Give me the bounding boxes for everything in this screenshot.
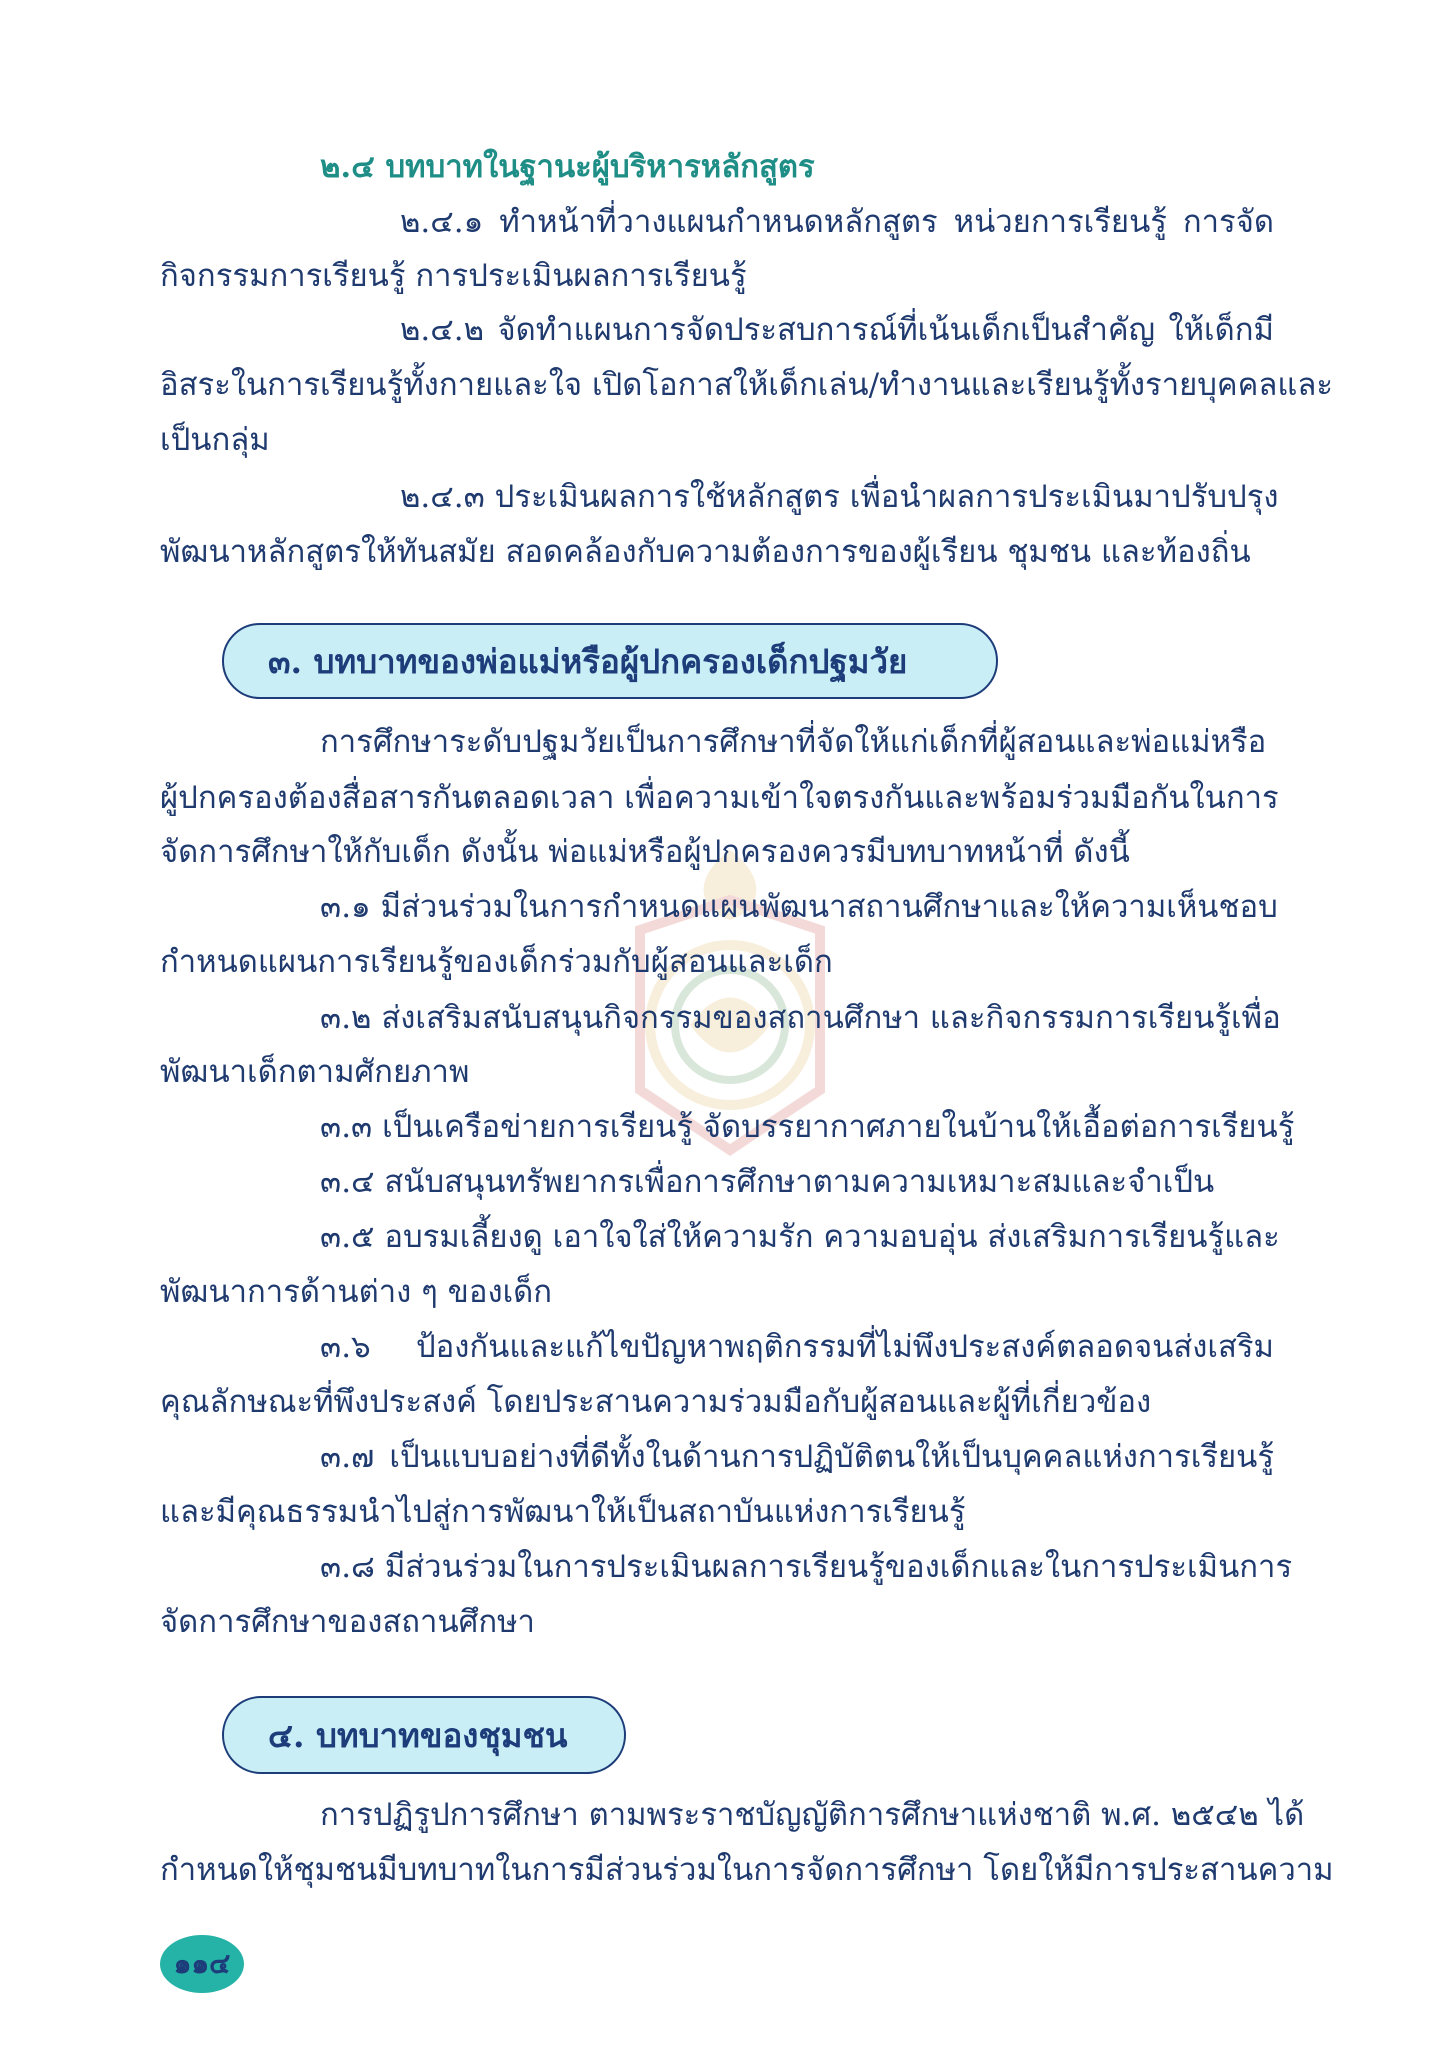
paragraph-line: พัฒนาเด็กตามศักยภาพ — [160, 1054, 470, 1090]
paragraph-line: กิจกรรมการเรียนรู้ การประเมินผลการเรียนรู้ — [160, 258, 747, 294]
paragraph-line: ๓.๗ เป็นแบบอย่างที่ดีทั้งในด้านการปฏิบัติตนให้เป็นบุคคลแห่งการเรียนรู้ — [320, 1439, 1274, 1475]
paragraph-line: ๒.๔.๑ ทำหน้าที่วางแผนกำหนดหลักสูตร หน่วยการเรียนรู้ การจัด — [400, 204, 1274, 240]
paragraph-line: จัดการศึกษาของสถานศึกษา — [160, 1604, 535, 1640]
page-number: ๑๑๔ — [173, 1947, 231, 1980]
paragraph-line: กำหนดให้ชุมชนมีบทบาทในการมีส่วนร่วมในการจัดการศึกษา โดยให้มีการประสานความ — [160, 1852, 1334, 1888]
paragraph-line: ๓.๓ เป็นเครือข่ายการเรียนรู้ จัดบรรยากาศภายในบ้านให้เอื้อต่อการเรียนรู้ — [320, 1109, 1295, 1145]
paragraph-line: ๓.๘ มีส่วนร่วมในการประเมินผลการเรียนรู้ของเด็กและในการประเมินการ — [320, 1549, 1293, 1585]
section-4-heading: ๔. บทบาทของชุมชน — [268, 1715, 568, 1755]
paragraph-line: ๓.๒ ส่งเสริมสนับสนุนกิจกรรมของสถานศึกษา และกิจกรรมการเรียนรู้เพื่อ — [320, 1000, 1281, 1036]
paragraph-line: ผู้ปกครองต้องสื่อสารกันตลอดเวลา เพื่อความเข้าใจตรงกันและพร้อมร่วมมือกันในการ — [160, 780, 1279, 816]
paragraph-line: การปฏิรูปการศึกษา ตามพระราชบัญญัติการศึกษาแห่งชาติ พ.ศ. ๒๕๔๒ ได้ — [320, 1797, 1305, 1833]
paragraph-line: พัฒนาหลักสูตรให้ทันสมัย สอดคล้องกับความต้องการของผู้เรียน ชุมชน และท้องถิ่น — [160, 534, 1251, 570]
section-4-heading-pill — [222, 1696, 626, 1774]
paragraph-line: ๒.๔.๒ จัดทำแผนการจัดประสบการณ์ที่เน้นเด็กเป็นสำคัญ ให้เด็กมี — [400, 312, 1274, 348]
paragraph-line: การศึกษาระดับปฐมวัยเป็นการศึกษาที่จัดให้แก่เด็กที่ผู้สอนและพ่อแม่หรือ — [320, 724, 1267, 760]
paragraph-line: ๓.๖ ป้องกันและแก้ไขปัญหาพฤติกรรมที่ไม่พึงประสงค์ตลอดจนส่งเสริม — [320, 1329, 1274, 1365]
paragraph-line: เป็นกลุ่ม — [160, 422, 270, 458]
paragraph-line: คุณลักษณะที่พึงประสงค์ โดยประสานความร่วมมือกับผู้สอนและผู้ที่เกี่ยวข้อง — [160, 1384, 1152, 1420]
paragraph-line: และมีคุณธรรมนำไปสู่การพัฒนาให้เป็นสถาบันแห่งการเรียนรู้ — [160, 1494, 966, 1530]
section-2-4-heading: ๒.๔ บทบาทในฐานะผู้บริหารหลักสูตร — [320, 149, 815, 185]
section-3-heading-pill — [222, 623, 998, 699]
paragraph-line: ๓.๔ สนับสนุนทรัพยากรเพื่อการศึกษาตามความเหมาะสมและจำเป็น — [320, 1164, 1215, 1200]
page-number-badge — [160, 1935, 244, 1993]
paragraph-line: ๓.๑ มีส่วนร่วมในการกำหนดแผนพัฒนาสถานศึกษาและให้ความเห็นชอบ — [320, 889, 1278, 925]
paragraph-line: กำหนดแผนการเรียนรู้ของเด็กร่วมกับผู้สอนและเด็ก — [160, 944, 833, 980]
paragraph-line: ๒.๔.๓ ประเมินผลการใช้หลักสูตร เพื่อนำผลการประเมินมาปรับปรุง — [400, 479, 1279, 515]
section-3-heading: ๓. บทบาทของพ่อแม่หรือผู้ปกครองเด็กปฐมวัย — [268, 641, 908, 681]
paragraph-line: จัดการศึกษาให้กับเด็ก ดังนั้น พ่อแม่หรือผู้ปกครองควรมีบทบาทหน้าที่ ดังนี้ — [160, 834, 1130, 870]
paragraph-line: อิสระในการเรียนรู้ทั้งกายและใจ เปิดโอกาสให้เด็กเล่น/ทำงานและเรียนรู้ทั้งรายบุคคลและ — [160, 367, 1334, 403]
paragraph-line: พัฒนาการด้านต่าง ๆ ของเด็ก — [160, 1274, 553, 1310]
paragraph-line: ๓.๕ อบรมเลี้ยงดู เอาใจใส่ให้ความรัก ความอบอุ่น ส่งเสริมการเรียนรู้และ — [320, 1219, 1280, 1255]
